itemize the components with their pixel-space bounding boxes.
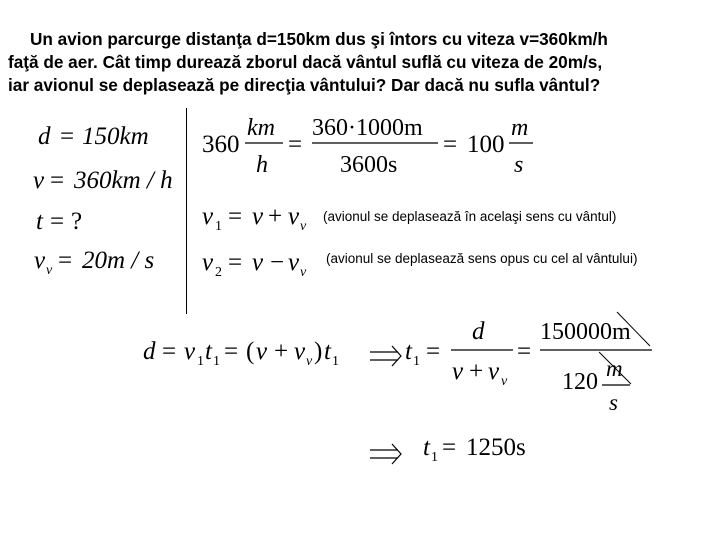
- note-opposite-direction: [326, 250, 666, 268]
- implies-arrow-2: [370, 444, 401, 464]
- svg-text:=: =: [443, 131, 458, 158]
- svg-text:1: 1: [197, 354, 204, 369]
- svg-text:): ): [314, 338, 323, 365]
- numeric-denominator-unit-den: s: [609, 390, 618, 415]
- svg-text:1: 1: [213, 354, 220, 369]
- conversion-frac1-num: km: [247, 115, 275, 141]
- svg-text:1: 1: [215, 219, 222, 234]
- equation-v1: [202, 203, 307, 234]
- svg-text:t: t: [205, 338, 212, 365]
- conversion-unit-den: s: [514, 152, 524, 178]
- svg-text:v: v: [488, 358, 500, 385]
- numeric-denominator-unit-num: m: [606, 356, 623, 381]
- svg-text:d: d: [143, 338, 156, 365]
- conversion-result: 100: [467, 131, 505, 158]
- svg-text:=: =: [228, 249, 243, 276]
- svg-text:1: 1: [431, 450, 438, 465]
- svg-text:=: =: [58, 247, 73, 274]
- conversion-lhs: 360: [202, 131, 240, 158]
- svg-text:2: 2: [215, 265, 222, 280]
- t1-result-value: 1250s: [466, 434, 526, 461]
- given-wind-speed-value: 20m / s: [82, 247, 155, 274]
- svg-text:v: v: [288, 249, 300, 276]
- svg-text:=: =: [517, 338, 532, 365]
- problem-line-2: faţă de aer. Cât timp durează zborul dacă vântul suflă cu viteza de 20m/s,: [8, 52, 603, 72]
- svg-text:v: v: [306, 354, 313, 369]
- svg-text:1: 1: [332, 354, 339, 369]
- svg-text:=: =: [50, 208, 65, 235]
- note-same-direction: [323, 208, 703, 226]
- svg-text:v: v: [46, 263, 53, 278]
- svg-text:v: v: [300, 219, 307, 234]
- equation-t1-result: [423, 434, 526, 465]
- svg-text:=: =: [60, 123, 75, 150]
- svg-text:=: =: [228, 203, 243, 230]
- problem-line-3: iar avionul se deplasează pe direcţia vântului? Dar dacă nu sufla vântul?: [8, 75, 601, 95]
- svg-text:t: t: [405, 338, 412, 365]
- svg-text:−: −: [270, 249, 285, 276]
- svg-text:v: v: [202, 249, 214, 276]
- equation-t1-formula: [405, 312, 652, 415]
- equation-distance: [143, 338, 339, 369]
- given-distance: [38, 123, 149, 150]
- svg-text:v: v: [184, 338, 196, 365]
- svg-text:1: 1: [413, 354, 420, 369]
- given-speed-value: 360km / h: [74, 167, 173, 194]
- svg-text:v: v: [252, 249, 264, 276]
- svg-text:+: +: [469, 358, 484, 385]
- given-wind-speed: [34, 247, 154, 278]
- svg-text:v: v: [294, 338, 306, 365]
- equation-v2: [202, 249, 307, 280]
- note-same-direction-text: (avionul se deplasează în acelaşi sens cu vântul): [323, 209, 617, 224]
- conversion-frac1-den: h: [256, 152, 268, 178]
- given-time-value: ?: [71, 208, 83, 235]
- svg-text:v: v: [501, 374, 508, 389]
- svg-text:v: v: [33, 167, 45, 194]
- svg-text:v: v: [252, 203, 264, 230]
- svg-text:t: t: [423, 434, 430, 461]
- problem-line-1: Un avion parcurge distanţa d=150km dus şi întors cu viteza v=360km/h: [30, 29, 608, 49]
- svg-text:t: t: [36, 208, 43, 235]
- svg-text:=: =: [50, 167, 65, 194]
- svg-text:=: =: [288, 131, 303, 158]
- numeric-denominator-coef: 120: [562, 369, 598, 395]
- svg-text:=: =: [426, 338, 441, 365]
- conversion-frac2-num: 360·1000m: [312, 115, 423, 141]
- given-distance-value: 150km: [82, 123, 149, 150]
- svg-text:v: v: [452, 358, 464, 385]
- svg-text:+: +: [274, 338, 289, 365]
- conversion-frac2-den: 3600s: [340, 152, 398, 178]
- implies-arrow-1: [370, 346, 401, 366]
- speed-conversion: [202, 115, 533, 178]
- given-speed: [33, 167, 173, 194]
- svg-text:v: v: [256, 338, 268, 365]
- svg-text:t: t: [324, 338, 331, 365]
- numeric-numerator: 150000m: [540, 319, 631, 345]
- svg-text:v: v: [288, 203, 300, 230]
- svg-text:=: =: [442, 434, 457, 461]
- svg-text:v: v: [202, 203, 214, 230]
- svg-text:v: v: [300, 265, 307, 280]
- svg-text:v: v: [34, 247, 46, 274]
- conversion-unit-num: m: [511, 115, 529, 141]
- svg-text:=: =: [224, 338, 239, 365]
- note-opposite-direction-text: (avionul se deplasează sens opus cu cel al vântului): [326, 251, 638, 266]
- svg-text:(: (: [246, 338, 255, 365]
- svg-text:=: =: [162, 338, 177, 365]
- svg-text:d: d: [38, 123, 51, 150]
- given-time: [36, 208, 82, 235]
- svg-text:d: d: [472, 318, 485, 345]
- svg-text:+: +: [268, 203, 283, 230]
